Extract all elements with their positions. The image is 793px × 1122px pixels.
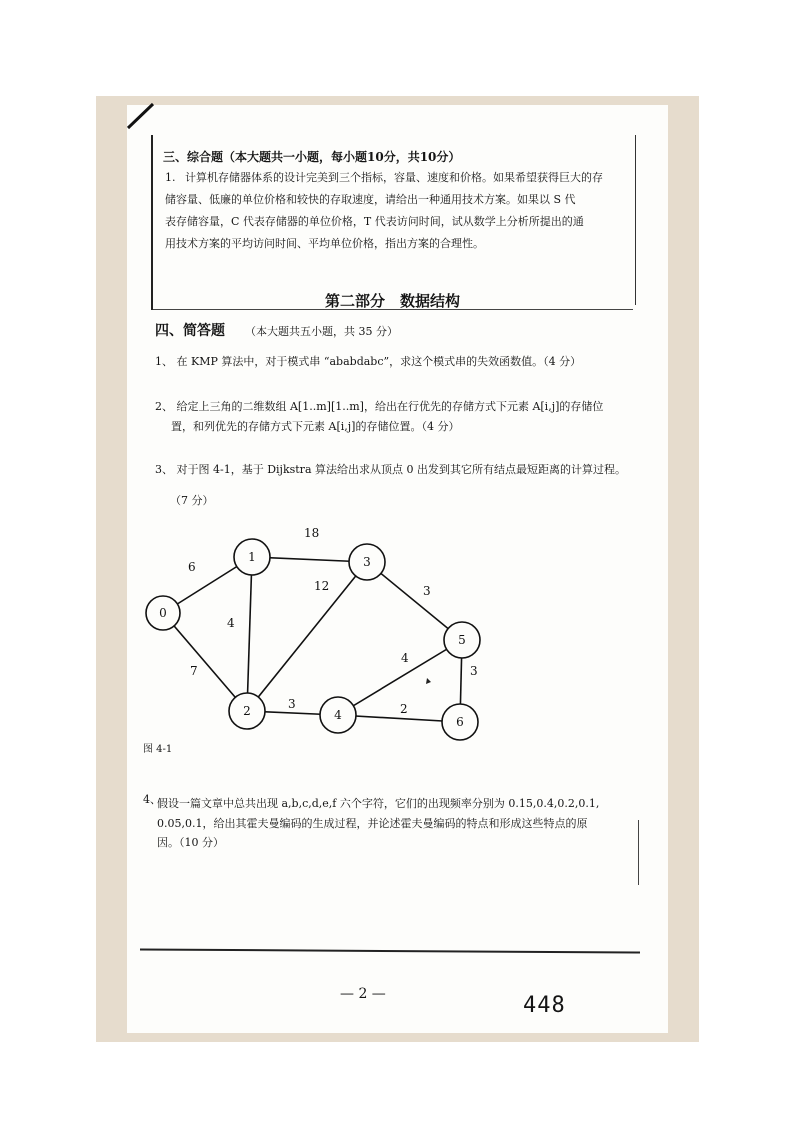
edge-weight-0-2: 7: [190, 664, 198, 678]
edge-weight-1-2: 4: [227, 616, 235, 630]
section3-q1-line-1: 计算机存储器体系的设计完美到三个指标，容量、速度和价格。如果希望获得巨大的存: [185, 171, 603, 184]
section4-q2-line-2: 置，和列优先的存储方式下元素 A[i,j]的存储位置。（4 分）: [171, 420, 460, 433]
part2-title: 第二部分 数据结构: [325, 292, 461, 310]
section3-q1-line-4: 用技术方案的平均访问时间、平均单位价格，指出方案的合理性。: [165, 237, 484, 250]
node-label-0: 0: [159, 606, 167, 620]
edge-2-3: [247, 562, 367, 711]
node-label-4: 4: [334, 708, 342, 722]
node-label-2: 2: [243, 704, 251, 718]
node-label-3: 3: [363, 555, 371, 569]
section4-q4-line-1: 假设一篇文章中总共出现 a,b,c,d,e,f 六个字符，它们的出现频率分别为 0.15,0.4,0.2,0.1,: [157, 797, 600, 810]
edge-1-2: [247, 557, 252, 711]
node-label-6: 6: [456, 715, 464, 729]
section3-q1-line-2: 储容量、低廉的单位价格和较快的存取速度，请给出一种通用技术方案。如果以 S 代: [165, 193, 576, 206]
page-corner-mark: [125, 102, 165, 132]
section4-q4-number: 4、: [143, 793, 161, 806]
edge-weight-0-1: 6: [188, 560, 196, 574]
edge-weight-3-5: 3: [423, 584, 431, 598]
node-label-1: 1: [248, 550, 256, 564]
edge-weight-4-5: 4: [401, 651, 409, 665]
edge-weight-5-6: 3: [470, 664, 478, 678]
handwritten-number: 448: [523, 993, 566, 1018]
graph-figure: [130, 515, 650, 755]
node-label-5: 5: [458, 633, 466, 647]
page-number: — 2 —: [340, 986, 386, 1002]
section4-q4-line-2: 0.05,0.1，给出其霍夫曼编码的生成过程，并论述霍夫曼编码的特点和形成这些特点的原: [157, 817, 588, 830]
edge-weight-4-6: 2: [400, 702, 408, 716]
edge-weight-2-3: 12: [314, 579, 330, 593]
edge-weight-2-4: 3: [288, 697, 296, 711]
right-margin-mark: [638, 820, 639, 885]
section4-q3-line-2: （7 分）: [170, 494, 214, 507]
edge-weight-1-3: 18: [304, 526, 320, 540]
section4-q1: 1、 在 KMP 算法中，对于模式串 “ababdabc”，求这个模式串的失效函数值。（4 分）: [155, 355, 582, 368]
right-margin-line: [635, 135, 636, 305]
section4-heading-note: （本大题共五小题，共 35 分）: [245, 325, 398, 338]
section3-q1-number: 1.: [165, 171, 176, 184]
figure-caption: 图 4-1: [143, 744, 173, 755]
left-margin-line: [151, 135, 153, 310]
section4-heading: 四、简答题: [155, 323, 225, 339]
section3-q1-line-3: 表存储容量，C 代表存储器的单位价格，T 代表访问时间，试从数学上分析所提出的通: [165, 215, 584, 228]
section4-q3-line-1: 3、 对于图 4-1，基于 Dijkstra 算法给出求从顶点 0 出发到其它所有结点最短距离的计算过程。: [155, 463, 626, 476]
section4-q4-line-3: 因。（10 分）: [157, 836, 224, 849]
section4-q2-line-1: 2、 给定上三角的二维数组 A[1..m][1..m]，给出在行优先的存储方式下元素 A[i,j]的存储位: [155, 400, 604, 413]
ink-speck: [426, 678, 431, 684]
section3-heading: 三、综合题（本大题共一小题，每小题10分，共10分）: [163, 150, 461, 164]
